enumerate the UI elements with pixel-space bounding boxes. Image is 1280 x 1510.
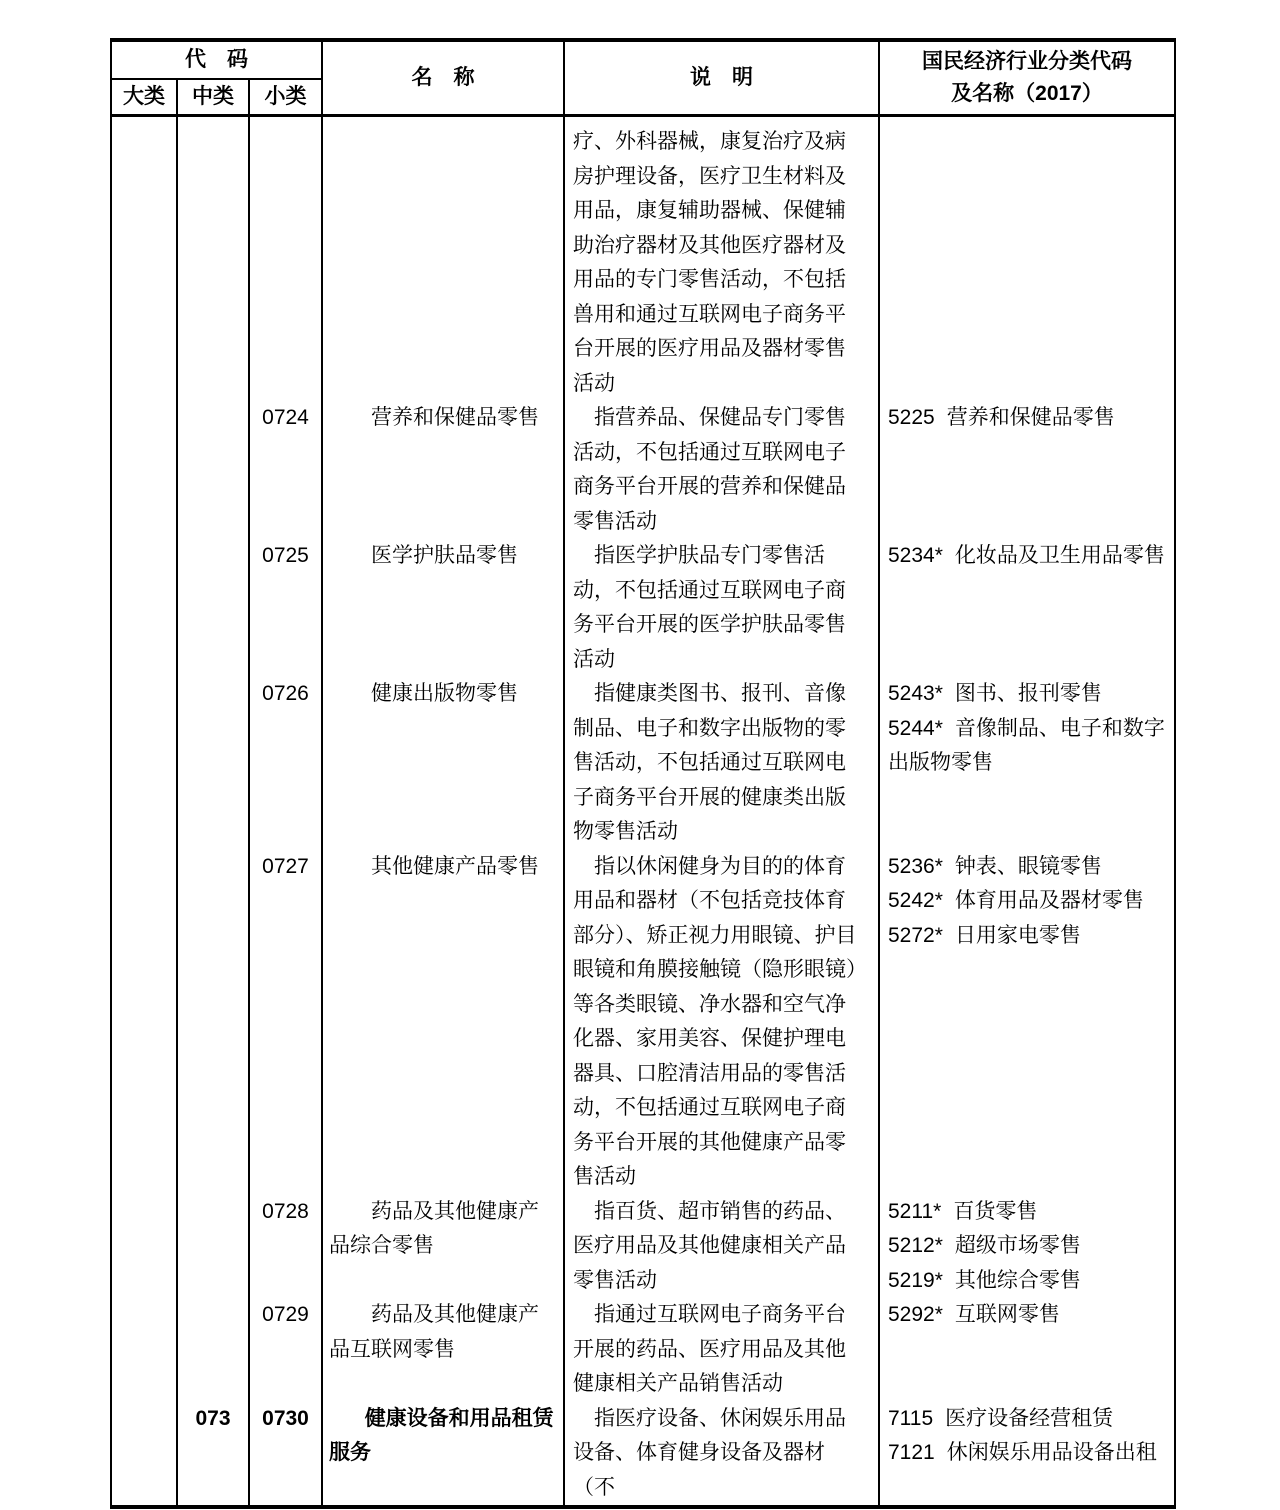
cell-major-code (112, 1402, 178, 1506)
header-col-major: 大类 (112, 80, 178, 117)
industry-entry (888, 1195, 1166, 1230)
cell-name: 健康设备和用品租赁服务 (323, 1402, 565, 1506)
industry-entry (888, 401, 1166, 436)
cell-middle-code (178, 1195, 250, 1299)
cell-major-code (112, 1298, 178, 1402)
industry-code: 7115 (888, 1406, 934, 1430)
header-col-middle: 中类 (178, 80, 250, 117)
industry-label: 百货零售 (953, 1199, 1038, 1223)
header-col-description: 说 明 (565, 42, 880, 117)
cell-industry-codes (880, 1298, 1174, 1402)
industry-entry (888, 1436, 1166, 1471)
industry-label: 休闲娱乐用品设备出租 (946, 1441, 1157, 1464)
cell-middle-code (178, 850, 250, 1195)
industry-entry (888, 1264, 1166, 1299)
cell-middle-code (178, 401, 250, 539)
cell-name (323, 117, 565, 401)
cell-small-code: 0727 (250, 850, 323, 1195)
industry-code: 5211* (888, 1199, 942, 1223)
cell-description: 指健康类图书、报刊、音像制品、电子和数字出版物的零售活动，不包括通过互联网电子商务平台开展的健康类出版物零售活动 (565, 677, 880, 850)
industry-label: 体育用品及器材零售 (954, 889, 1144, 912)
cell-description: 疗、外科器械，康复治疗及病房护理设备，医疗卫生材料及用品，康复辅助器械、保健辅助治疗器材及其他医疗器材及用品的专门零售活动，不包括兽用和通过互联网电子商务平台开展的医疗用品及器材零售活动 (565, 117, 880, 401)
industry-entry (888, 850, 1166, 885)
cell-industry-codes (880, 850, 1174, 1195)
cell-name: 药品及其他健康产品互联网零售 (323, 1298, 565, 1402)
cell-industry-codes (880, 401, 1174, 539)
industry-label: 超级市场零售 (954, 1234, 1081, 1257)
cell-industry-codes (880, 1402, 1174, 1506)
industry-entry (888, 1402, 1166, 1437)
cell-name: 医学护肤品零售 (323, 539, 565, 677)
industry-label: 图书、报刊零售 (954, 682, 1102, 705)
cell-small-code: 0728 (250, 1195, 323, 1299)
cell-middle-code (178, 539, 250, 677)
industry-entry (888, 1229, 1166, 1264)
cell-small-code: 0726 (250, 677, 323, 850)
header-col-small: 小类 (250, 80, 323, 117)
cell-name: 其他健康产品零售 (323, 850, 565, 1195)
industry-label: 其他综合零售 (954, 1268, 1081, 1292)
cell-description: 指医疗设备、休闲娱乐用品设备、体育健身设备及器材（不 (565, 1402, 880, 1506)
cell-small-code: 0730 (250, 1402, 323, 1506)
header-col-name: 名 称 (323, 42, 565, 117)
cell-description: 指营养品、保健品专门零售活动，不包括通过互联网电子商务平台开展的营养和保健品零售活动 (565, 401, 880, 539)
cell-major-code (112, 401, 178, 539)
industry-entry (888, 677, 1166, 712)
header-col-industry-code (880, 42, 1174, 117)
industry-entry (888, 1298, 1166, 1333)
cell-industry-codes (880, 677, 1174, 850)
industry-code: 5292* (888, 1303, 943, 1326)
cell-description: 指以休闲健身为目的的体育用品和器材（不包括竞技体育部分）、矫正视力用眼镜、护目眼镜和角膜接触镜（隐形眼镜）等各类眼镜、净水器和空气净化器、家用美容、保健护理电器具、口腔清洁用品的零售活动，不包括通过互联网电子商务平台开展的其他健康产品零售活动 (565, 850, 880, 1195)
cell-name: 营养和保健品零售 (323, 401, 565, 539)
industry-code: 5219* (888, 1268, 943, 1292)
industry-entry (888, 712, 1166, 781)
industry-entry (888, 884, 1166, 919)
industry-code: 5243* (888, 682, 943, 705)
cell-major-code (112, 117, 178, 401)
cell-small-code: 0724 (250, 401, 323, 539)
cell-major-code (112, 1195, 178, 1299)
header-industry-line1: 国民经济行业分类代码 (922, 50, 1132, 73)
industry-code: 5212* (888, 1234, 943, 1257)
cell-small-code: 0729 (250, 1298, 323, 1402)
industry-code: 5272* (888, 923, 943, 947)
cell-name: 药品及其他健康产品综合零售 (323, 1195, 565, 1299)
industry-label: 营养和保健品零售 (946, 406, 1115, 429)
cell-industry-codes (880, 1195, 1174, 1299)
cell-major-code (112, 850, 178, 1195)
industry-code: 5236* (888, 854, 943, 878)
industry-label: 医疗设备经营租赁 (945, 1406, 1114, 1430)
cell-name: 健康出版物零售 (323, 677, 565, 850)
industry-entry (888, 919, 1166, 954)
industry-code: 5234* (888, 544, 943, 567)
cell-major-code (112, 677, 178, 850)
cell-middle-code (178, 677, 250, 850)
industry-label: 日用家电零售 (954, 923, 1081, 947)
cell-industry-codes (880, 117, 1174, 401)
industry-code: 7121 (888, 1441, 935, 1464)
header-industry-line2: 及名称（2017） (951, 82, 1103, 105)
classification-table (110, 38, 1176, 1509)
cell-small-code: 0725 (250, 539, 323, 677)
industry-label: 化妆品及卫生用品零售 (954, 544, 1165, 567)
cell-description: 指医学护肤品专门零售活动，不包括通过互联网电子商务平台开展的医学护肤品零售活动 (565, 539, 880, 677)
cell-description: 指通过互联网电子商务平台开展的药品、医疗用品及其他健康相关产品销售活动 (565, 1298, 880, 1402)
cell-middle-code (178, 1298, 250, 1402)
industry-label: 互联网零售 (954, 1303, 1060, 1326)
industry-code: 5242* (888, 889, 943, 912)
header-code-group: 代 码 (112, 42, 323, 80)
cell-middle-code (178, 117, 250, 401)
industry-code: 5225 (888, 406, 935, 429)
industry-entry (888, 539, 1166, 574)
cell-industry-codes (880, 539, 1174, 677)
industry-label: 钟表、眼镜零售 (954, 854, 1102, 878)
cell-description: 指百货、超市销售的药品、医疗用品及其他健康相关产品零售活动 (565, 1195, 880, 1299)
cell-small-code (250, 117, 323, 401)
cell-middle-code: 073 (178, 1402, 250, 1506)
industry-label: 音像制品、电子和数字出版物零售 (888, 716, 1165, 774)
cell-major-code (112, 539, 178, 677)
industry-code: 5244* (888, 716, 943, 740)
